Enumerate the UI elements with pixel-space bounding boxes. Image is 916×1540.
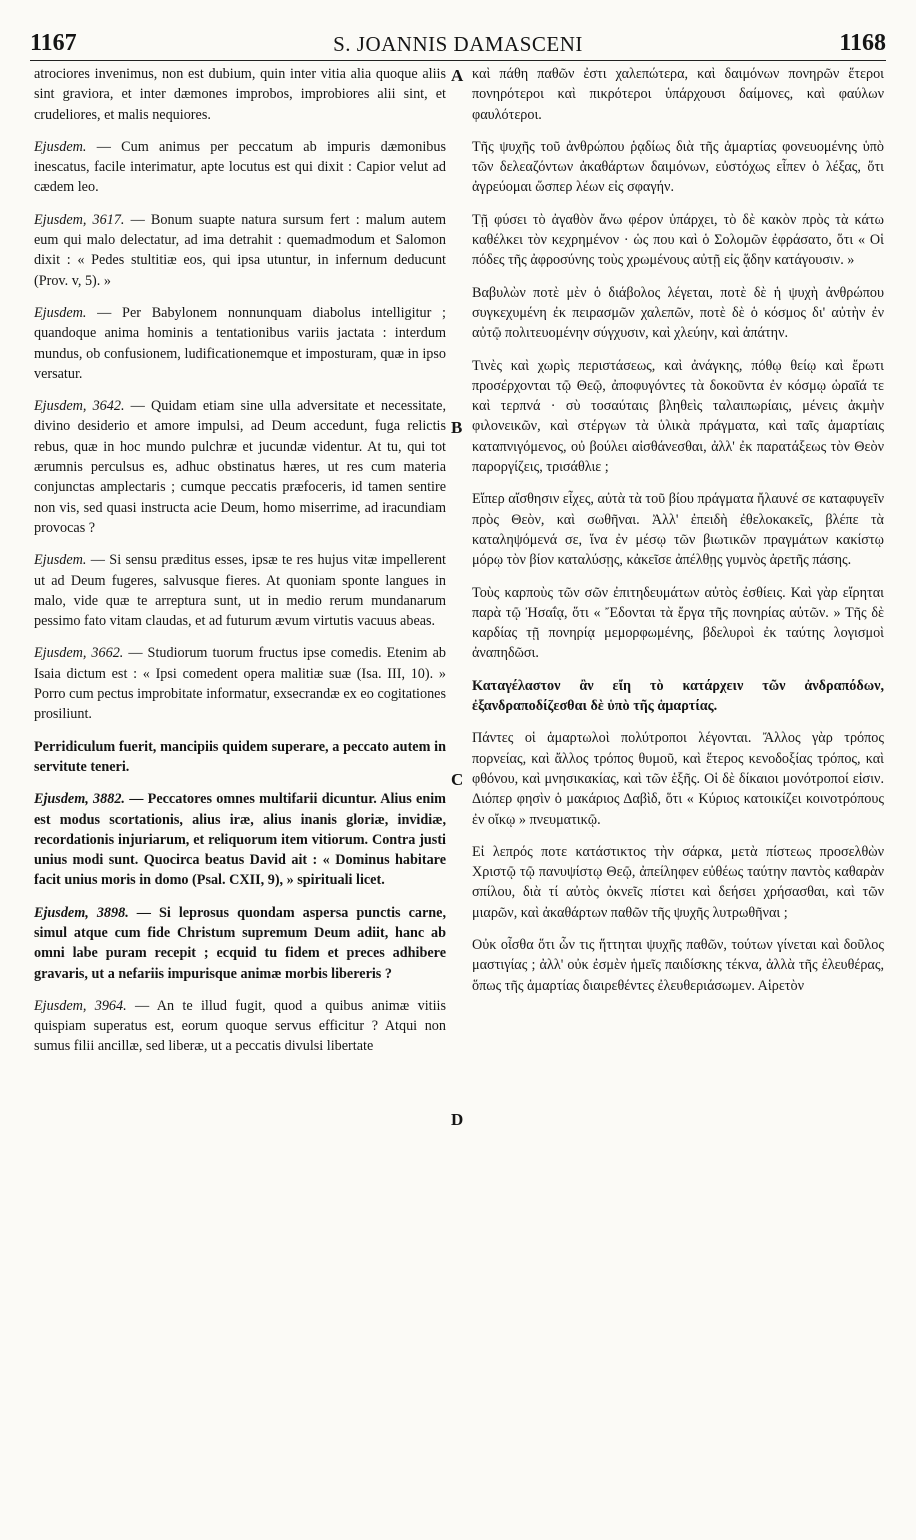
latin-paragraph: Ejusdem, 3964. — An te illud fugit, quod a quibus animæ vitiis quispiam superatus est, eorum quoque servus efficitur ? Atqui non sumus filii ancillæ, sed liberæ, ut a peccatis divulsi libertate [34, 997, 446, 1055]
paragraph-reference: Ejusdem, 3617. [34, 211, 125, 228]
latin-column [34, 64, 446, 1069]
greek-paragraph: Εἰ λεπρός ποτε κατάστικτος τὴν σάρκα, μετὰ πίστεως προσελθὼν Χριστῷ τῷ πανυψίστῳ Θεῷ, ἀπείληφεν εὐθέως ταύτην παντὸς καθαρὰν σπίλου, διὰ τί αὐτὸς ὀκνεῖς πίστει καὶ δεήσει χρήσασθαι, καὶ τῶν μιαρῶν, καὶ ἀκαθάρτων παθῶν τῆς ψυχῆς λυτρωθῆναι ; [472, 843, 884, 921]
section-marker-a: A [451, 66, 464, 85]
latin-paragraph: Perridiculum fuerit, mancipiis quidem superare, a peccato autem in servitute teneri. [34, 738, 446, 775]
greek-paragraph: Οὐκ οἶσθα ὅτι ὧν τις ἥττηται ψυχῆς παθῶν, τούτων γίνεται καὶ δοῦλος μαστιγίας ; ἀλλ' οὐκ ἐσμὲν ἡμεῖς παιδίσκης τέκνα, ἀλλὰ τῆς ἐλευθέρας, ὅπως τῆς ἁμαρτίας διαιρεθέντες ἐλευθεριάσωμεν. Αἱρετὸν [472, 936, 884, 994]
section-marker-d: D [451, 1110, 464, 1129]
latin-paragraph: Ejusdem, 3662. — Studiorum tuorum fructus ipse comedis. Etenim ab Isaia dictum est : « Ipsi comedent opera malitiæ suæ (Isa. III, 10). » Porro cum pectus improbitate informatur, exsecrandæ ex eo cogitationes prosiliunt. [34, 645, 446, 723]
greek-paragraph: Τινὲς καὶ χωρὶς περιστάσεως, καὶ ἀνάγκης, πόθῳ θείῳ καὶ ἔρωτι προσέρχονται τῷ Θεῷ, ἀποφυγόντες τὰ δοκοῦντα ἐν κόσμῳ ὡραῖά τε καὶ τερπνά · σὺ τοσαύταις βληθεὶς ταλαιπωρίαις, μένεις ἀκμὴν φιλονεικῶν, καὶ στέργων τὰ ὑλικὰ πράγματα, καὶ ταῖς ἁμαρτίαις καταπνιγόμενος, οὐ βούλει αἰσθάνεσθαι, ἀλλ' ἐκ παρατάξεως τὸν Θεὸν παροργίζεις, τρισάθλιε ; [472, 357, 884, 476]
greek-paragraph: Βαβυλὼν ποτὲ μὲν ὁ διάβολος λέγεται, ποτὲ δὲ ἡ ψυχὴ ἀνθρώπου συγκεχυμένη ἐκ πειρασμῶν χαλεπῶν, ποτὲ δὲ ὁ κόσμος δι' αὐτὴν ἐν αὐτῷ πολιτευομένην σύγχυσιν, καὶ χλεύην, καὶ ἀπάτην. [472, 284, 884, 342]
paragraph-reference: Ejusdem, 3642. [34, 398, 125, 415]
section-marker-c: C [451, 770, 464, 789]
section-marker-b: B [451, 418, 463, 437]
latin-paragraph: Ejusdem. — Cum animus per peccatum ab impuris dæmonibus inescatus, facile interimatur, apte locutus est qui dixit : Capior velut ad cædem leo. [34, 138, 446, 196]
page-header [30, 28, 886, 61]
paragraph-reference: Ejusdem, 3898. [34, 904, 129, 921]
paragraph-reference: Ejusdem, 3882. [34, 791, 125, 808]
latin-paragraph: Ejusdem. — Si sensu præditus esses, ipsæ te res hujus vitæ impellerent ut ad Deum fugeres, salvusque fieres. At quoniam sponte langues in malo, vide quæ te arreptura sunt, ut in medio rerum mundanarum pessimo fato vitam claudas, et ad futurum ævum virtutis vacuus abeas. [34, 552, 446, 630]
paragraph-reference: Ejusdem. [34, 552, 87, 569]
paragraph-reference: Ejusdem, 3662. [34, 645, 124, 662]
paragraph-reference: Ejusdem. [34, 138, 87, 155]
page-number-right: 1168 [839, 30, 886, 56]
latin-paragraph: atrociores invenimus, non est dubium, quin inter vitia alia quoque aliis sint graviora, et inter dæmones improbos, improbiores alii sint, et crudeliores, et malis nequiores. [34, 66, 446, 123]
running-title: S. JOANNIS DAMASCENI [333, 32, 583, 56]
greek-column [472, 64, 884, 1008]
greek-paragraph: καὶ πάθη παθῶν ἐστι χαλεπώτερα, καὶ δαιμόνων πονηρῶν ἕτεροι πονηρότεροι καὶ πικρότεροι ὑπάρχουσι δαίμονες, καὶ φαύλων φαυλότεροι. [472, 66, 884, 123]
latin-paragraph: Ejusdem, 3882. — Peccatores omnes multifarii dicuntur. Alius enim est modus scortationis, alius iræ, alius inanis gloriæ, invidiæ, recordationis injuriarum, et reliquorum item vitiorum. Contra justi unius modi sunt. Quocirca beatus David ait : « Dominus habitare facit unius moris in domo (Psal. CXII, 9), » spirituali licet. [34, 791, 446, 889]
latin-paragraph: Ejusdem, 3617. — Bonum suapte natura sursum fert : malum autem eum qui malo delectatur, ad ima detrahit : quemadmodum et Salomon dixit : « Pedes stultitiæ eos, qui ipsa utuntur, in infernum deducunt (Prov. v, 5). » [34, 211, 446, 289]
greek-paragraph: Τῆς ψυχῆς τοῦ ἀνθρώπου ῥᾳδίως διὰ τῆς ἁμαρτίας φονευομένης ὑπὸ τῶν δελεαζόντων ἀκαθάρτων δαιμόνων, εὐστόχως εἶπεν ὁ λέξας, ὅτι ἀγρεύομαι ὥσπερ λέων εἰς σφαγήν. [472, 138, 884, 196]
greek-paragraph: Τοὺς καρποὺς τῶν σῶν ἐπιτηδευμάτων αὐτὸς ἐσθίεις. Καὶ γὰρ εἴρηται παρὰ τῷ Ἠσαΐᾳ, ὅτι « Ἔδονται τὰ ἔργα τῆς πονηρίας αὐτῶν. » Τῆς δὲ καρδίας τῇ πονηρίᾳ μεμορφωμένης, βδελυροὶ ἐκ ταύτης λογισμοὶ ἀναπηδῶσι. [472, 584, 884, 662]
paragraph-reference: Ejusdem, 3964. [34, 997, 127, 1014]
latin-paragraph: Ejusdem, 3642. — Quidam etiam sine ulla adversitate et necessitate, divino desiderio et amore impulsi, ad Deum accedunt, fuga relictis rebus, quæ in hoc mundo pulchræ et jucundæ videntur. At tu, qui tot ærumnis perculsus es, adhuc obstinatus hæres, ut res cum materia conjunctas amplectaris ; cumque peccatis præfoceris, id tamen sentire non vis, sed quasi instructa acie Deum, homo miserrime, ad iracundiam provocas ? [34, 398, 446, 536]
latin-paragraph: Ejusdem, 3898. — Si leprosus quondam aspersa punctis carne, simul atque cum fide Christum supremum Deum adiit, hanc ab omni labe puram recepit ; ecquid tu fidem et preces adhibere gravaris, ut a nefariis impurisque animæ morbis libereris ? [34, 904, 447, 982]
greek-paragraph: Καταγέλαστον ἂν εἴη τὸ κατάρχειν τῶν ἀνδραπόδων, ἐξανδραποδίζεσθαι δὲ ὑπὸ τῆς ἁμαρτίας. [472, 677, 884, 715]
greek-paragraph: Πάντες οἱ ἁμαρτωλοὶ πολύτροποι λέγονται. Ἄλλος γὰρ τρόπος πορνείας, καὶ ἄλλος τρόπος θυμοῦ, καὶ ἕτερος κενοδοξίας τρόπος, καὶ φθόνου, καὶ μνησικακίας, καὶ τῶν ἑξῆς. Οἱ δὲ δίκαιοι μονότροποί εἰσιν. Διόπερ φησὶν ὁ μακάριος Δαβὶδ, ὅτι « Κύριος κατοικίζει κοινοτρόπους ἐν οἴκῳ » πνευματικῷ. [472, 730, 884, 828]
page-number-left: 1167 [30, 30, 77, 56]
greek-paragraph: Εἴπερ αἴσθησιν εἶχες, αὐτὰ τὰ τοῦ βίου πράγματα ἤλαυνέ σε καταφυγεῖν πρὸς Θεὸν, καὶ σωθῆναι. Ἀλλ' ἐπειδὴ ἐθελοκακεῖς, βλέπε τὰ καταληψόμενά σε, ἵνα ἐν μέσῳ τῶν βιωτικῶν πραγμάτων κακίστῳ μόρῳ τὸν βίον καταλύσῃς, κἀκεῖσε ἀπέλθῃς γυμνὸς ἀρετῆς πάσης. [472, 491, 884, 569]
paragraph-reference: Ejusdem. [34, 304, 87, 321]
latin-paragraph: Ejusdem. — Per Babylonem nonnunquam diabolus intelligitur ; quandoque anima hominis a tentationibus variis jactata : interdum mundus, ob confusionem, ludificationemque et imposturam, quæ in ipso versatur. [34, 304, 446, 382]
greek-paragraph: Τῇ φύσει τὸ ἀγαθὸν ἄνω φέρον ὑπάρχει, τὸ δὲ κακὸν πρὸς τὰ κάτω καθέλκει τὸν κεχρημένον · ὡς που καὶ ὁ Σολομῶν ἐφράσατο, ὅτι « Οἱ πόδες τῆς ἀφροσύνης τοὺς χρωμένους αὐτῇ εἰς ᾅδην κατάγουσιν. » [472, 211, 884, 269]
